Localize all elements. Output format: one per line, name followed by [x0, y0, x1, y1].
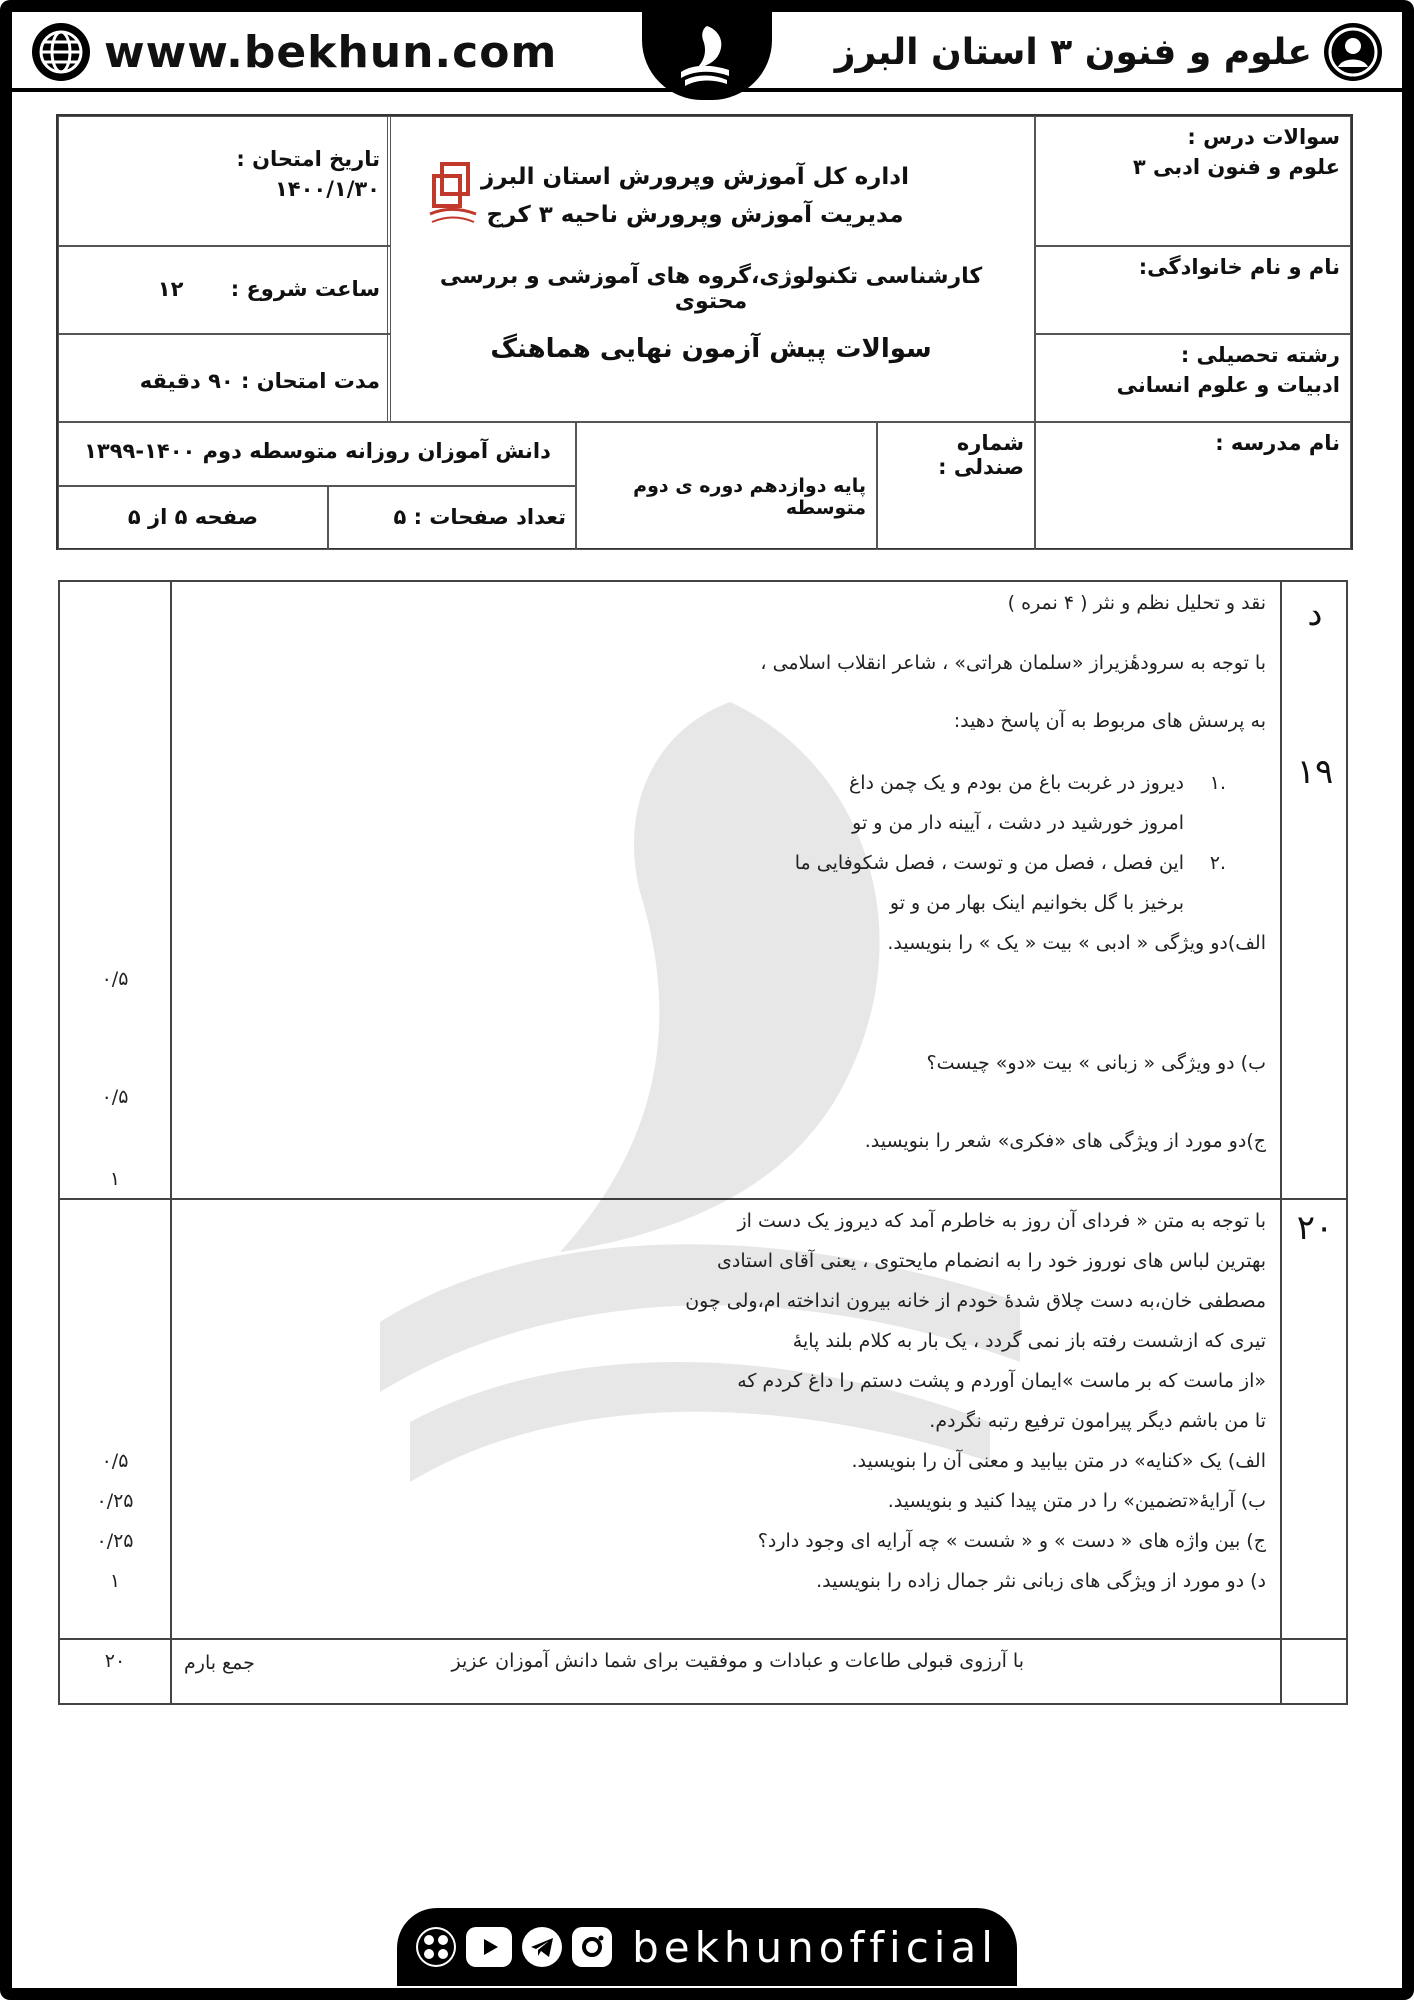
school-cell — [1035, 422, 1351, 550]
instagram-icon[interactable] — [572, 1927, 612, 1967]
duration-cell: مدت امتحان : ۹۰ دقیقه — [58, 334, 391, 422]
q19-intro-1: با توجه به سرودهٔزیراز «سلمان هراتی» ، شاعر انقلاب اسلامی ، — [760, 652, 1266, 674]
school-label: نام مدرسه : — [1215, 431, 1340, 455]
grade-cell: پایه دوازدهم دوره ی دوم متوسطه — [575, 422, 877, 550]
students-cell: دانش آموزان روزانه متوسطه دوم ۱۴۰۰-۱۳۹۹ — [58, 422, 577, 486]
org-line-2: مدیریت آموزش وپرورش ناحیه ۳ کرج — [486, 202, 904, 228]
start-label: ساعت شروع : — [230, 277, 380, 301]
q19-score-a: ۰/۵ — [101, 968, 129, 990]
q19-score-c: ۱ — [109, 1168, 121, 1190]
q20-score-c: ۰/۲۵ — [96, 1530, 134, 1552]
q20-score-a: ۰/۵ — [101, 1450, 129, 1472]
field-label: رشته تحصیلی : — [1180, 343, 1340, 367]
start-cell — [58, 246, 391, 334]
globe-icon — [32, 23, 90, 81]
site-link[interactable] — [32, 22, 557, 82]
q20-part-d: د) دو مورد از ویژگی های زبانی نثر جمال زاده را بنویسید. — [816, 1570, 1266, 1592]
total-score-label: جمع بارم — [184, 1652, 255, 1674]
questions-table — [58, 580, 1348, 1705]
social-footer — [397, 1908, 1017, 1986]
aparat-icon[interactable] — [416, 1927, 456, 1967]
q20-text-line-1: با توجه به متن « فردای آن روز به خاطرم آمد که دیروز یک دست از — [737, 1210, 1266, 1232]
total-score-value: ۲۰ — [104, 1650, 126, 1672]
q19-verse-1b: امروز خورشید در دشت ، آیینه دار من و تو — [852, 812, 1184, 834]
questions-cell — [1035, 116, 1351, 246]
field-cell — [1035, 334, 1351, 422]
org-line-1: اداره کل آموزش وپرورش استان البرز — [481, 164, 909, 190]
q19-part-c: ج)دو مورد از ویژگی های «فکری» شعر را بنویسید. — [864, 1130, 1266, 1152]
questions-label: سوالات درس : — [1187, 125, 1340, 149]
q20-score-d: ۱ — [109, 1570, 121, 1592]
exam-title: سوالات پیش آزمون نهایی هماهنگ — [490, 334, 932, 364]
q19-part-b: ب) دو ویژگی « زبانی » بیت «دو» چیست؟ — [926, 1052, 1266, 1074]
q19-verse-2-number: .۲ — [1209, 852, 1226, 874]
page-of-cell: صفحه ۵ از ۵ — [58, 486, 328, 550]
name-label: نام و نام خانوادگی: — [1138, 255, 1340, 279]
q20-score-b: ۰/۲۵ — [96, 1490, 134, 1512]
start-value: ۱۲ — [157, 277, 184, 301]
social-handle[interactable]: bekhunofficial — [632, 1922, 998, 1972]
bekhun-logo-icon — [642, 12, 772, 100]
telegram-icon[interactable] — [522, 1927, 562, 1967]
field-value: ادبیات و علوم انسانی — [1116, 373, 1340, 397]
q19-heading: نقد و تحلیل نظم و نثر ( ۴ نمره ) — [1007, 592, 1266, 614]
q20-part-a: الف) یک «کنایه» در متن بیابید و معنی آن را بنویسید. — [851, 1450, 1266, 1472]
q20-text-line-5: «از ماست که بر ماست »ایمان آوردم و پشت دستم را داغ کردم که — [737, 1370, 1266, 1392]
site-url: www.bekhun.com — [104, 26, 558, 78]
q20-part-c: ج) بین واژه های « دست » و « شست » چه آرایه ای وجود دارد؟ — [757, 1530, 1266, 1552]
top-bar — [12, 12, 1402, 92]
q19-verse-1-number: .۱ — [1209, 772, 1226, 794]
date-value: ۱۴۰۰/۱/۳۰ — [274, 177, 380, 201]
closing-wish: با آرزوی قبولی طاعات و عبادات و موفقیت برای شما دانش آموزان عزیز — [451, 1650, 1024, 1672]
section-letter: د — [1307, 594, 1323, 634]
pages-count-cell: تعداد صفحات : ۵ — [328, 486, 577, 550]
org-line-3: کارشناسی تکنولوژی،گروه های آموزشی و بررسی محتوی — [439, 264, 983, 314]
questions-value: علوم و فنون ادبی ۳ — [1132, 155, 1340, 179]
q19-verse-2a: این فصل ، فصل من و توست ، فصل شکوفایی ما — [794, 852, 1184, 874]
q20-text-line-2: بهترین لباس های نوروز خود را به انضمام مایحتوی ، یعنی آقای استادی — [716, 1250, 1266, 1272]
q20-part-b: ب) آرایهٔ«تضمین» را در متن پیدا کنید و بنویسید. — [887, 1490, 1266, 1512]
subject-title-text: علوم و فنون ۳ استان البرز — [834, 31, 1312, 73]
name-cell — [1035, 246, 1351, 334]
q19-score-b: ۰/۵ — [101, 1086, 129, 1108]
date-cell — [58, 116, 391, 246]
youtube-icon[interactable] — [466, 1927, 512, 1967]
ministry-logo-icon — [424, 158, 482, 230]
user-icon — [1324, 23, 1382, 81]
q19-intro-2: به پرسش های مربوط به آن پاسخ دهید: — [953, 710, 1266, 732]
seat-cell: شماره صندلی : — [877, 422, 1035, 550]
q19-verse-1a: دیروز در غربت باغ من بودم و یک چمن داغ — [848, 772, 1184, 794]
date-label: تاریخ امتحان : — [236, 147, 380, 171]
q20-text-line-3: مصطفی خان،به دست چلاق شدهٔ خودم از خانه بیرون انداخته ام،ولی چون — [685, 1290, 1266, 1312]
org-title — [435, 158, 955, 234]
q20-text-line-6: تا من باشم دیگر پیرامون ترفیع رتبه نگردم. — [929, 1410, 1266, 1432]
q20-text-line-4: تیری که ازشست رفته باز نمی گردد ، یک بار به کلام بلند پایهٔ — [792, 1330, 1266, 1352]
q19-part-a: الف)دو ویژگی « ادبی » بیت « یک » را بنویسید. — [887, 932, 1266, 954]
subject-title — [835, 22, 1382, 82]
question-number-20: ۲۰ — [1296, 1208, 1334, 1248]
question-number-19: ۱۹ — [1296, 752, 1334, 792]
exam-header-table — [56, 114, 1353, 550]
q19-verse-2b: برخیز با گل بخوانیم اینک بهار من و تو — [889, 892, 1184, 914]
